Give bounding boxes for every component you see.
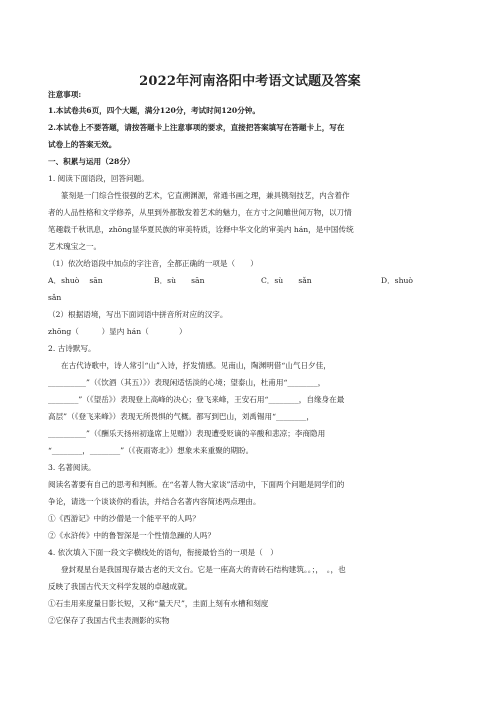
passage-4-line-1: 登封观星台是我国现存最古老的天文台。它是一座高大的青砖石结构建筑。。；， 。，也	[61, 565, 346, 574]
notice-heading: 注意事项:	[48, 90, 82, 99]
question-4: 4. 依次填入下面一段文字横线处的语句，衔接最恰当的一项是（ ）	[48, 548, 278, 557]
question-1-1: （1）依次给语段中加点的字注音，全都正确的一项是（ ）	[48, 259, 258, 268]
question-1-2-blanks: zhōng（ ）显内 hán（ ）	[48, 327, 187, 336]
option-c: C．sù sǎn	[261, 276, 312, 285]
option-b: B．sù sān	[154, 276, 205, 285]
option-d-wrap: sǎn	[48, 293, 62, 302]
question-2: 2. 古诗默写。	[48, 344, 96, 353]
notice-item-2-line-2: 试卷上的答案无效。	[48, 140, 117, 149]
option-a: A．shuò sān	[48, 276, 103, 285]
passage-1-line-3: 笔趣载千秋讯息，zhōng显华夏民族的审美特质，诠释中华文化的审美内 hán，是中国传统	[48, 225, 354, 234]
passage-1-line-1: 篆刻是一门综合性很强的艺术，它直溯渊源，常通书画之理，兼具镌刻技艺，内含着作	[61, 191, 350, 200]
passage-4-line-2: 反映了我国古代天文科学发展的卓越成就。	[48, 582, 193, 591]
passage-2-line-1: 在古代诗歌中，诗人常引“山”入诗，抒发情感。见南山，陶渊明借“山气日夕佳，	[61, 361, 331, 370]
passage-2-line-6: “________，________”（《夜雨寄北》）想象未来重聚的期盼。	[48, 446, 254, 455]
passage-3-line-2: 争论，请选一个谈谈你的看法，并结合名著内容简述两点理由。	[48, 497, 261, 506]
passage-3-item-2: ②《水浒传》中的鲁智深是一个性情急躁的人吗？	[48, 531, 216, 540]
passage-4-item-1: ①石圭用来度量日影长短，又称“量天尺”，圭面上刻有水槽和刻度	[48, 599, 269, 608]
notice-item-1: 1.本试卷共6页，四个大题，满分120分，考试时间120分钟。	[48, 106, 260, 115]
passage-1-line-4: 艺术瑰宝之一。	[48, 242, 102, 251]
passage-4-item-2: ②它保存了我国古代圭表测影的实物	[48, 616, 170, 625]
passage-3-item-1: ①《西游记》中的沙僧是一个能平平的人吗？	[48, 514, 200, 523]
page-title: 2022年河南洛阳中考语文试题及答案	[139, 74, 361, 89]
passage-2-line-2: __________”（《饮酒（其五）》）表现闲适恬淡的心境；望泰山，杜甫用“________，	[48, 378, 326, 387]
passage-2-line-4: 高层”（《登飞来峰》）表现无所畏惧的气概。都写到巴山，刘禹锡用“________，	[48, 412, 314, 421]
question-1: 1. 阅读下面语段，回答问题。	[48, 174, 149, 183]
passage-2-line-3: ________”（《望岳》）表现登上高峰的决心；登飞来峰，王安石用“________，自缘身在最	[48, 395, 345, 404]
question-1-2: （2）根据语境，写出下面词语中拼音所对应的汉字。	[48, 310, 228, 319]
notice-item-2-line-1: 2.本试卷上不要答题，请按答题卡上注意事项的要求，直接把答案填写在答题卡上，写在	[48, 123, 345, 132]
passage-1-line-2: 者的人品性格和文学修养，从里到外都散发着艺术的魅力，在方寸之间雕世间万物，以刀情	[48, 208, 352, 217]
option-d: D．shuò	[381, 276, 413, 285]
section-heading: 一、积累与运用（28分）	[48, 157, 135, 166]
question-3: 3. 名著阅读。	[48, 463, 96, 472]
passage-3-line-1: 阅读名著要有自己的思考和判断。在“名著人物大家谈”活动中，下面两个问题是同学们的	[48, 480, 345, 489]
passage-2-line-5: __________”（《酬乐天扬州初逢席上见赠》）表现遭受贬谪的辛酸和悲凉；李商隐用	[48, 429, 326, 438]
